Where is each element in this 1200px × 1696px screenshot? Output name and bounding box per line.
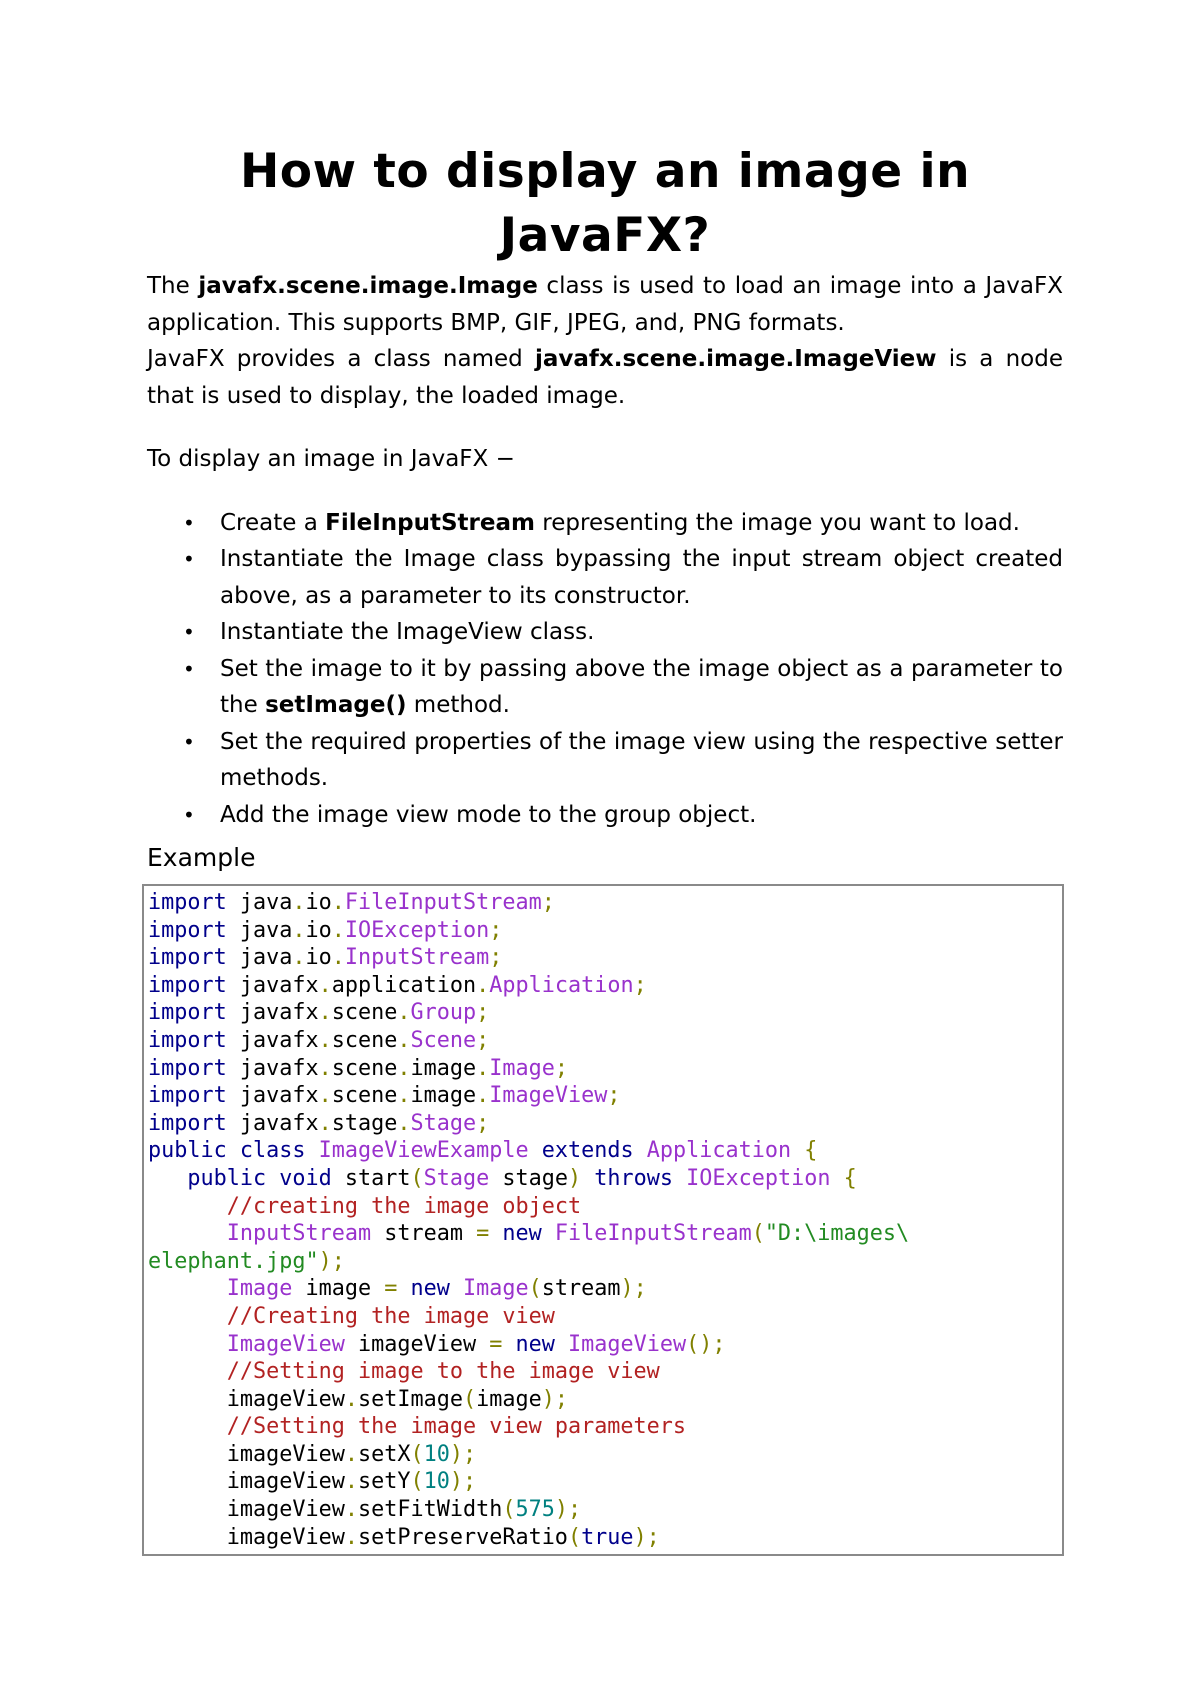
code-token: ( [567, 1524, 582, 1550]
code-token: elephant.jpg" [148, 1248, 319, 1274]
code-line [148, 1525, 660, 1550]
code-token: . [318, 1027, 332, 1053]
code-token: ); [541, 1386, 568, 1412]
bullet-icon: • [183, 729, 195, 754]
code-token: throws [594, 1165, 673, 1191]
list-item [183, 614, 1063, 651]
text-run: Create a [220, 509, 326, 536]
code-token [148, 1166, 187, 1191]
code-token: //Setting image to the image view [226, 1359, 660, 1385]
code-line [148, 1497, 581, 1522]
text-run: The [147, 273, 199, 299]
code-token: stage [489, 1165, 568, 1191]
code-token: setX [357, 1441, 411, 1467]
code-token [148, 1359, 227, 1384]
code-token: java [226, 917, 293, 943]
code-token: FileInputStream [554, 1221, 752, 1247]
code-token: //Setting the image view parameters [226, 1414, 687, 1440]
code-token: import [148, 890, 227, 915]
code-token: image [476, 1386, 542, 1412]
bullet-icon: • [183, 620, 195, 644]
intro-paragraph-2 [147, 341, 1063, 414]
code-token: Image [226, 1276, 293, 1302]
code-line [148, 1056, 568, 1081]
code-token: ( [410, 1469, 424, 1495]
code-token [266, 1166, 279, 1191]
code-token: . [318, 1000, 332, 1026]
code-token: . [292, 917, 306, 943]
text-run: is a node that is used to display, the loaded image. [147, 346, 1063, 409]
class-name-imageview: javafx.scene.image.ImageView [534, 346, 937, 372]
code-line [148, 1221, 909, 1246]
code-line [148, 973, 647, 998]
code-token [555, 1332, 568, 1357]
bullet-icon: • [183, 802, 195, 827]
code-token: . [344, 1524, 358, 1550]
code-token: . [397, 1110, 411, 1136]
code-token: new [502, 1221, 542, 1247]
code-token: image [292, 1276, 385, 1302]
code-token: Image [489, 1055, 555, 1081]
code-token [450, 1276, 463, 1301]
code-token [148, 1221, 227, 1246]
code-token: Group [410, 1000, 477, 1026]
code-line [148, 945, 502, 970]
code-token: . [331, 890, 345, 915]
code-token: 575 [515, 1497, 555, 1523]
code-token: . [344, 1441, 358, 1467]
code-token: import [148, 1000, 227, 1026]
code-token: ImageViewExample [318, 1138, 529, 1164]
code-token: ; [476, 1000, 490, 1026]
code-token [830, 1166, 843, 1191]
code-token: 10 [423, 1469, 450, 1495]
code-token: . [331, 917, 345, 943]
code-line [148, 1194, 581, 1219]
code-token [148, 1332, 227, 1357]
code-token: . [318, 1083, 332, 1109]
class-name-image: javafx.scene.image.Image [198, 273, 538, 299]
code-token: void [279, 1165, 332, 1191]
code-token: setImage [357, 1386, 463, 1412]
bold-term: FileInputStream [325, 509, 535, 536]
code-token: ; [541, 890, 555, 915]
example-heading: Example [147, 843, 256, 872]
code-token: FileInputStream [344, 890, 542, 915]
code-token: extends [541, 1138, 634, 1164]
steps-list [147, 505, 1063, 834]
code-token: (); [686, 1331, 726, 1357]
code-token: ImageView [567, 1331, 687, 1357]
code-token: image [410, 1055, 477, 1081]
code-token: javafx [226, 1083, 319, 1109]
code-token: true [581, 1524, 634, 1550]
code-line [148, 1000, 489, 1025]
steps-intro: To display an image in JavaFX − [147, 446, 515, 472]
code-token: Application [646, 1138, 792, 1164]
code-token: IOException [686, 1165, 831, 1191]
code-token: scene [331, 1055, 398, 1081]
code-token [148, 1304, 227, 1329]
code-token: //Creating the image view [226, 1303, 555, 1329]
code-token: Application [489, 972, 634, 998]
code-token: Stage [410, 1110, 477, 1136]
code-token: ; [607, 1083, 621, 1109]
text-run: Set the image to it by passing above the image object as a parameter to the [220, 655, 1063, 718]
code-token: ); [318, 1248, 345, 1274]
code-token [227, 1138, 240, 1163]
code-token: ImageView [489, 1083, 608, 1109]
code-token: . [397, 1055, 411, 1081]
code-token: ); [449, 1469, 477, 1495]
code-line [148, 1249, 345, 1274]
list-item [183, 505, 1063, 542]
code-token: . [344, 1386, 358, 1412]
code-token: javafx [226, 1055, 319, 1081]
bullet-icon: • [183, 656, 195, 681]
code-token: import [148, 1110, 227, 1136]
code-token: imageView [148, 1524, 345, 1550]
code-line [148, 1111, 489, 1136]
code-block[interactable] [142, 884, 1064, 1556]
code-token [542, 1221, 555, 1246]
code-token: . [344, 1469, 358, 1495]
code-token [148, 1276, 227, 1301]
code-token [581, 1166, 594, 1191]
code-token [791, 1138, 804, 1163]
page-title: How to display an image in JavaFX? [239, 144, 971, 263]
code-token: ); [620, 1276, 647, 1302]
bold-term: setImage() [265, 692, 407, 718]
code-token: ( [410, 1165, 424, 1191]
code-token: . [397, 1083, 411, 1109]
code-token: ( [410, 1441, 424, 1467]
code-token: 10 [423, 1441, 450, 1467]
code-line [148, 1469, 476, 1494]
code-token [634, 1138, 647, 1163]
code-token: InputStream [344, 945, 490, 971]
code-token: ( [502, 1497, 516, 1523]
code-token [148, 1194, 227, 1219]
code-token: . [318, 1110, 332, 1136]
code-token: . [397, 1027, 411, 1053]
text-run: JavaFX provides a class named [147, 346, 535, 372]
code-token: = [489, 1331, 503, 1357]
code-line [148, 1332, 725, 1357]
code-token: ); [633, 1524, 660, 1550]
code-token: io [305, 917, 332, 943]
code-token: ImageView [226, 1331, 345, 1357]
code-token: public [148, 1138, 227, 1164]
list-item [183, 724, 1063, 797]
text-run: class is used to load an image into a JavaFX application. This supports BMP, GIF, JPEG, and, PNG formats. [147, 273, 1063, 336]
code-token: = [384, 1276, 398, 1302]
bullet-icon: • [183, 510, 195, 535]
code-token: ; [489, 917, 503, 943]
code-token [502, 1332, 515, 1357]
code-token: scene [331, 1027, 398, 1053]
code-token: imageView [148, 1386, 345, 1412]
code-token: javafx [226, 972, 319, 998]
text-run: Set the required properties of the image view using the respective setter methods. [220, 728, 1063, 791]
code-token: stream [541, 1276, 621, 1302]
code-line [148, 1442, 476, 1467]
text-run: Add the image view mode to the group object. [220, 801, 757, 828]
code-token: ; [633, 972, 647, 998]
text-run: Instantiate the ImageView class. [220, 619, 595, 645]
code-token: Stage [423, 1165, 490, 1191]
code-token: . [476, 1083, 490, 1109]
code-token: ); [449, 1441, 477, 1467]
code-token: . [318, 1055, 332, 1081]
code-token: application [331, 972, 477, 998]
code-token: start [331, 1165, 411, 1191]
code-token [673, 1166, 686, 1191]
code-token: stage [331, 1110, 398, 1136]
list-item [183, 541, 1063, 614]
code-line [148, 918, 502, 943]
code-token: setPreserveRatio [357, 1524, 568, 1550]
code-line [148, 1083, 620, 1108]
code-token [529, 1138, 542, 1163]
text-run: Instantiate the Image class bypassing the input stream object created above, as a parameter to its constructor. [220, 546, 1063, 609]
code-token: imageView [148, 1497, 345, 1523]
code-token: import [148, 972, 227, 998]
code-token: setFitWidth [357, 1497, 503, 1523]
intro-paragraph-1 [147, 268, 1063, 341]
code-token [489, 1221, 502, 1246]
code-line [148, 1028, 489, 1053]
code-token: imageView [148, 1441, 345, 1467]
code-token: . [331, 945, 345, 971]
code-token: setY [357, 1469, 411, 1495]
code-token: . [476, 1055, 490, 1081]
code-token: ( [462, 1386, 477, 1412]
code-token: ( [528, 1276, 542, 1302]
code-token: . [292, 945, 306, 971]
code-token: imageView [148, 1469, 345, 1495]
code-token: java [226, 890, 293, 915]
code-token: public [187, 1165, 267, 1191]
code-token: java [226, 945, 293, 971]
code-token: ) [568, 1165, 582, 1191]
code-token: //creating the image object [226, 1193, 582, 1219]
code-token [148, 1414, 227, 1439]
article [147, 140, 1063, 875]
code-line [148, 890, 555, 915]
code-token: . [292, 890, 306, 915]
code-token: import [148, 1055, 227, 1081]
code-token: scene [331, 1000, 398, 1026]
code-token: import [148, 1083, 227, 1109]
code-token: import [148, 945, 227, 971]
code-line [148, 1166, 857, 1191]
code-token [306, 1138, 319, 1163]
code-token: ; [476, 1110, 490, 1136]
code-token: scene [331, 1083, 398, 1109]
code-token: InputStream [226, 1221, 372, 1247]
code-token: image [410, 1083, 477, 1109]
code-token: class [239, 1138, 306, 1164]
code-listing[interactable] [148, 889, 1062, 1551]
code-token: import [148, 1027, 227, 1053]
code-token: . [344, 1497, 358, 1523]
code-token: new [410, 1276, 450, 1302]
code-token: ; [554, 1055, 568, 1081]
code-token: . [318, 972, 332, 998]
code-token: Scene [410, 1027, 477, 1053]
code-token: imageView [344, 1331, 490, 1357]
code-token: new [515, 1331, 555, 1357]
code-token: stream [371, 1221, 477, 1247]
code-token: io [305, 945, 332, 971]
code-line [148, 1387, 568, 1412]
code-token: . [476, 972, 490, 998]
code-token: = [476, 1221, 490, 1247]
code-line [148, 1304, 555, 1329]
code-token: "D:\images\ [764, 1221, 910, 1247]
code-token: Image [463, 1276, 529, 1302]
code-token: import [148, 917, 227, 943]
code-line [148, 1276, 647, 1301]
code-token: javafx [226, 1027, 319, 1053]
list-item [183, 651, 1063, 724]
list-item [183, 797, 1063, 834]
code-token: { [843, 1165, 857, 1191]
code-line [148, 1414, 686, 1439]
code-token: { [804, 1138, 818, 1164]
code-token: ); [554, 1497, 582, 1523]
code-line [148, 1359, 660, 1384]
code-token: javafx [226, 1110, 319, 1136]
code-token [397, 1276, 410, 1301]
code-token: ; [476, 1027, 490, 1053]
code-token: ; [489, 945, 503, 971]
text-run: method. [406, 692, 510, 718]
bullet-icon: • [183, 547, 195, 571]
code-token: . [397, 1000, 411, 1026]
code-token: javafx [226, 1000, 319, 1026]
text-run: representing the image you want to load. [534, 509, 1020, 536]
code-token: ( [751, 1221, 765, 1247]
code-token: io [305, 890, 332, 915]
code-line [148, 1138, 817, 1163]
code-token: IOException [344, 917, 490, 943]
